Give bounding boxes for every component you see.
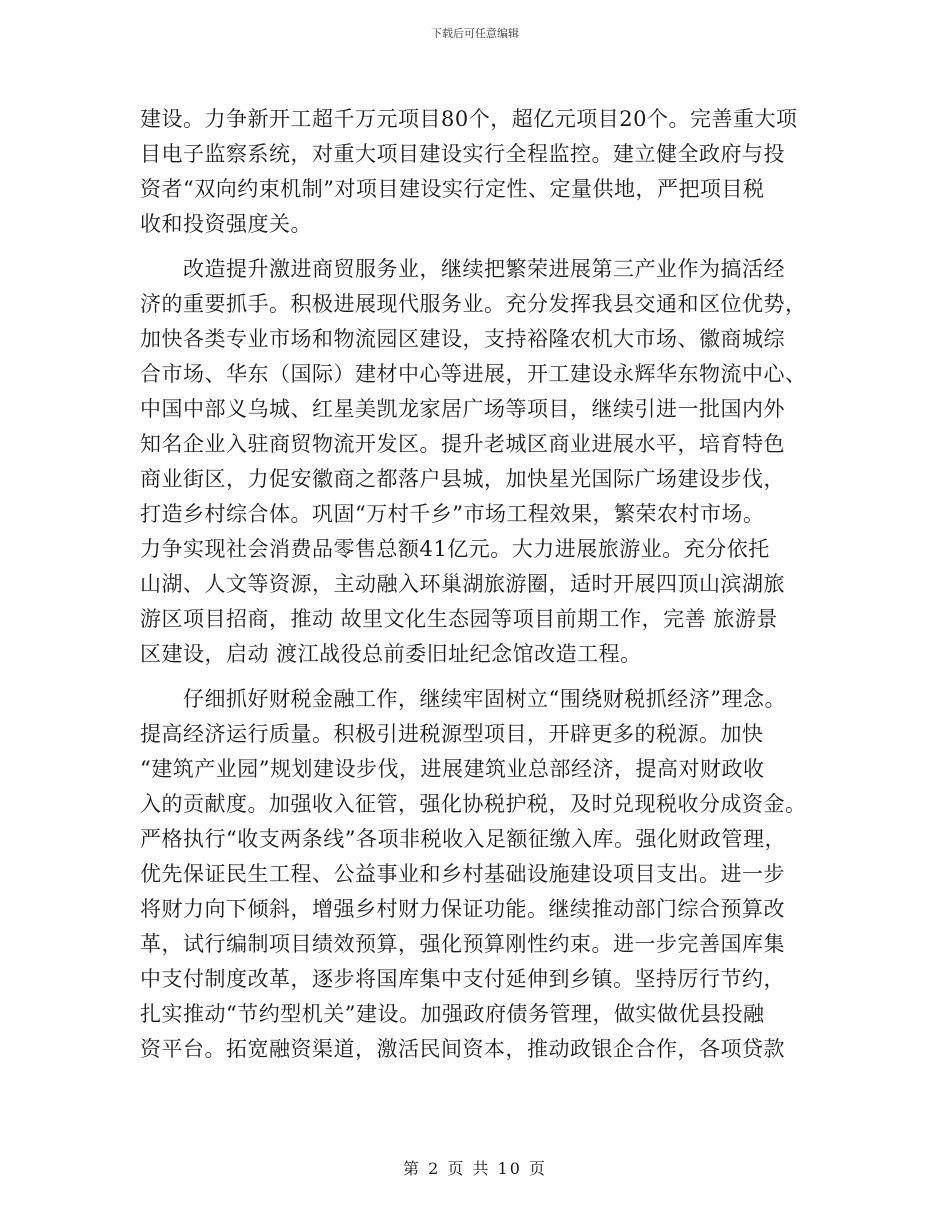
text-line: 严格执行“收支两条线”各项非税收入足额征缴入库。强化财政管理， bbox=[140, 827, 786, 851]
text-line: 游区项目招商，推动 故里文化生态园等项目前期工作，完善 旅游景 bbox=[140, 607, 778, 631]
text-line: 山湖、人文等资源，主动融入环巢湖旅游圈，适时开展四顶山滨湖旅 bbox=[140, 572, 785, 596]
text-line: 加快各类专业市场和物流园区建设，支持裕隆农机大市场、徽商城综 bbox=[140, 327, 785, 351]
text-line: 资者“双向约束机制”对项目建设实行定性、定量供地，严把项目税 bbox=[140, 177, 765, 201]
text-line: 资平台。拓宽融资渠道，激活民间资本，推动政银企合作，各项贷款 bbox=[140, 1037, 785, 1061]
paragraph bbox=[140, 102, 815, 242]
text-line: 区建设，启动 渡江战役总前委旧址纪念馆改造工程。 bbox=[140, 642, 642, 666]
text-line: 入的贡献度。加强收入征管，强化协税护税，及时兑现税收分成资金。 bbox=[140, 792, 807, 816]
text-line: 中支付制度改革，逐步将国库集中支付延伸到乡镇。坚持厉行节约， bbox=[140, 967, 785, 991]
text-line: “建筑产业园”规划建设步伐，进展建筑业总部经济，提高对财政收 bbox=[140, 757, 765, 781]
page-header: 下载后可任意编辑 bbox=[431, 27, 519, 40]
text-line: 改造提升激进商贸服务业，继续把繁荣进展第三产业作为搞活经 bbox=[140, 257, 785, 281]
text-line: 将财力向下倾斜，增强乡村财力保证功能。继续推动部门综合预算改 bbox=[140, 897, 785, 921]
text-line: 建设。力争新开工超千万元项目80个，超亿元项目20个。完善重大项 bbox=[140, 107, 798, 131]
text-line: 商业街区，力促安徽商之都落户县城，加快星光国际广场建设步伐， bbox=[140, 467, 785, 491]
text-line: 仔细抓好财税金融工作，继续牢固树立“围绕财税抓经济”理念。 bbox=[140, 687, 786, 711]
text-line: 革，试行编制项目绩效预算，强化预算刚性约束。进一步完善国库集 bbox=[140, 932, 785, 956]
document-body bbox=[140, 102, 815, 1067]
text-line: 打造乡村综合体。巩固“万村千乡”市场工程效果，繁荣农村市场。 bbox=[140, 502, 765, 526]
page-number: 第 2 页 共 10 页 bbox=[403, 1159, 547, 1178]
text-line: 扎实推动“节约型机关”建设。加强政府债务管理，做实做优县投融 bbox=[140, 1002, 765, 1026]
paragraph bbox=[140, 252, 815, 672]
text-line: 优先保证民生工程、公益事业和乡村基础设施建设项目支出。进一步 bbox=[140, 862, 785, 886]
text-line: 力争实现社会消费品零售总额41亿元。大力进展旅游业。充分依托 bbox=[140, 537, 770, 561]
text-line: 收和投资强度关。 bbox=[140, 212, 312, 236]
text-line: 目电子监察系统，对重大项目建设实行全程监控。建立健全政府与投 bbox=[140, 142, 785, 166]
text-line: 济的重要抓手。积极进展现代服务业。充分发挥我县交通和区位优势， bbox=[140, 292, 807, 316]
paragraph bbox=[140, 682, 815, 1067]
text-line: 中国中部义乌城、红星美凯龙家居广场等项目，继续引进一批国内外 bbox=[140, 397, 785, 421]
text-line: 知名企业入驻商贸物流开发区。提升老城区商业进展水平，培育特色 bbox=[140, 432, 785, 456]
text-line: 合市场、华东（国际）建材中心等进展，开工建设永辉华东物流中心、 bbox=[140, 362, 807, 386]
text-line: 提高经济运行质量。积极引进税源型项目，开辟更多的税源。加快 bbox=[140, 722, 764, 746]
